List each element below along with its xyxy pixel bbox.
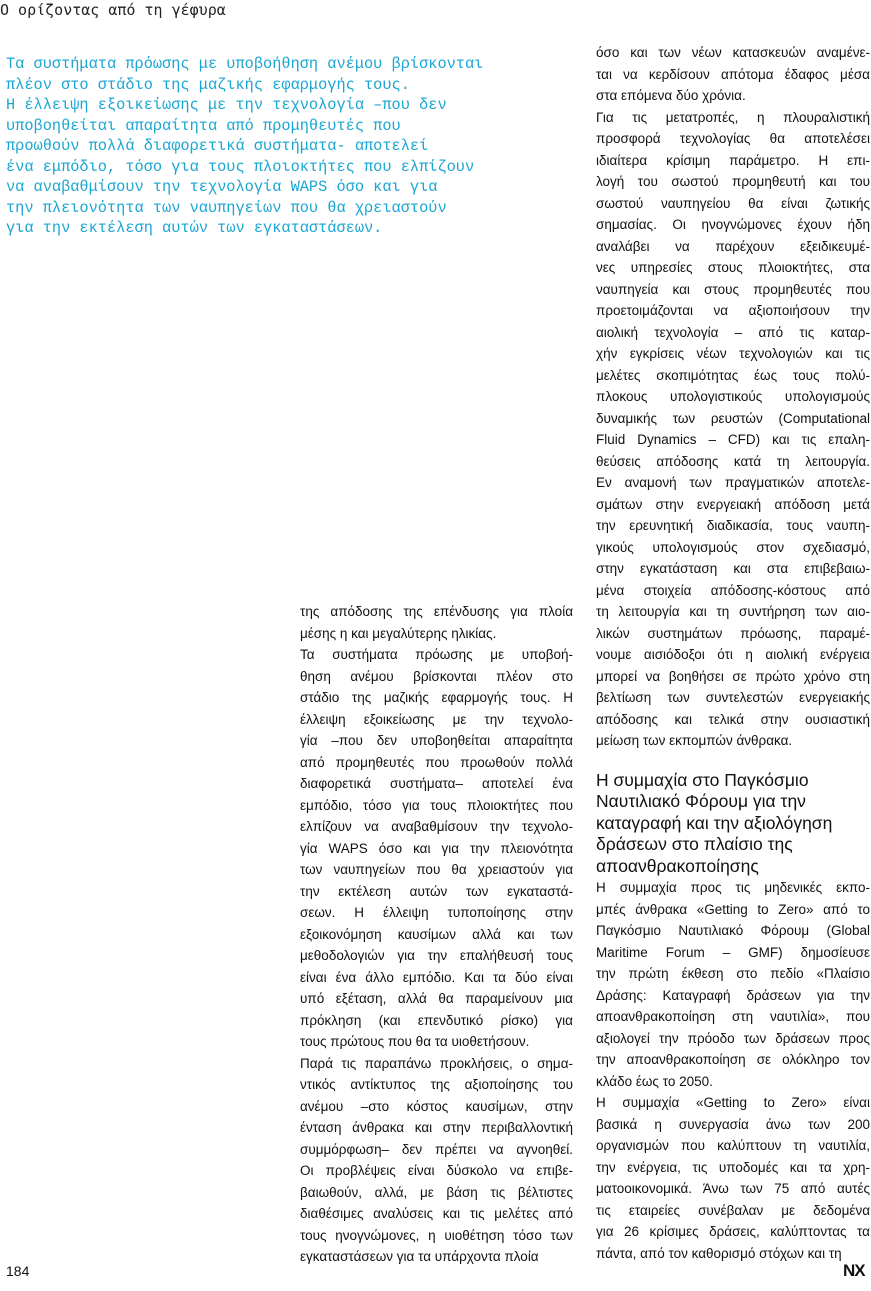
paragraph <box>596 1092 870 1264</box>
text-line: εμπόδιο, τόσο για τους πλοιοκτήτες που <box>300 797 573 813</box>
text-line: βαιωθούν, αλλά, με βάση τις βέλτιστες <box>300 1184 573 1200</box>
text-line: ένταση άνθρακα και στην περιβαλλοντική <box>300 1120 573 1135</box>
text-line: μείωση των εκπομπών άνθρακα. <box>596 733 793 748</box>
text-line: είναι ένα άλλο εμπόδιο. Και τα δύο είναι <box>300 969 573 985</box>
text-line: συμμόρφωση– δεν πρέπει να αγνοηθεί. <box>300 1141 573 1157</box>
text-line: στάδιο της μαζικής εφαρμογής τους. Η <box>300 690 573 705</box>
text-line: προετοιμάζονται να αξιοποιήσουν την <box>596 303 870 318</box>
pull-quote-line: για την εκτέλεση αυτών των εγκαταστάσεων. <box>6 219 383 237</box>
text-line: την πρώτη έκθεση στο πεδίο «Πλαίσιο <box>596 966 870 981</box>
paragraph <box>300 1053 573 1268</box>
text-line: Η συμμαχία «Getting to Zero» είναι <box>596 1095 870 1110</box>
text-line: στα επόμενα δύο χρόνια. <box>596 88 746 103</box>
text-line: ματοοικονομικά. Άνω των 75 από αυτές <box>596 1181 870 1196</box>
paragraph <box>596 877 870 1092</box>
text-line: μπές άνθρακα «Getting to Zero» από το <box>596 901 870 917</box>
text-line: αιολική τεχνολογία – από τις καταρ- <box>596 324 870 340</box>
text-line: κλάδο έως το 2050. <box>596 1073 713 1089</box>
text-line: γία –που δεν υποβοηθείται απαραίτητα <box>300 733 573 748</box>
text-line: μέσης η και μεγαλύτερης ηλικίας. <box>300 625 497 641</box>
pull-quote-line: πλέον στο στάδιο της μαζικής εφαρμογής τους. <box>6 75 410 94</box>
text-line: για 26 κρίσιμες δράσεις, καλύπτοντας τα <box>596 1224 870 1239</box>
text-line: νες υπηρεσίες στους πλοιοκτήτες, στα <box>596 260 870 275</box>
text-line: Οι προβλέψεις είναι δύσκολο να επιβε- <box>300 1163 573 1178</box>
pull-quote-line: την πλειονότητα των ναυπηγείων που θα χρειαστούν <box>6 198 447 217</box>
paragraph <box>596 107 870 752</box>
text-line: πάντα, από τον καθορισμό στόχων και τη <box>596 1245 842 1261</box>
right-column-intro <box>596 42 870 752</box>
text-line: Για τις μετατροπές, η πλουραλιστική <box>596 109 870 125</box>
heading-line: Η συμμαχία στο Παγκόσμιο <box>596 769 809 790</box>
text-line: απoανθρακοποίηση στη ναυτιλία», που <box>596 1009 870 1024</box>
text-line: ελπίζουν να αναβαθμίσουν την τεχνολο- <box>300 819 573 834</box>
text-line: Εν αναμονή των πραγματικών αποτελε- <box>596 475 870 490</box>
text-line: γία WAPS όσο και για την πλειονότητα <box>300 840 573 856</box>
text-line: Η συμμαχία προς τις μηδενικές εκπο- <box>596 880 870 895</box>
text-line: ιδιαίτερα κρίσιμη παράμετρο. Η επι- <box>596 152 870 168</box>
text-line: μπορεί να βοηθήσει σε πρώτο χρόνο στη <box>596 668 870 684</box>
text-line: σωστού ναυπηγείου θα είναι ζωτικής <box>596 195 870 211</box>
heading-line: Ναυτιλιακό Φόρουμ για την <box>596 791 806 811</box>
text-line: νουμε αισιόδοξοι ότι η αιολική ενέργεια <box>596 647 870 662</box>
page-number: 184 <box>6 1263 30 1279</box>
text-line: μελέτες σκοπιμότητας έως τους πολύ- <box>596 367 870 383</box>
text-line: βελτίωση των συντελεστών ενεργειακής <box>596 690 870 705</box>
publication-logo: NX <box>843 1261 865 1280</box>
text-line: αναλάβει να παρέχουν εξειδικευμέ- <box>596 238 870 254</box>
text-line: την ερευνητική διαδικασία, τους ναυπη- <box>596 518 870 533</box>
text-line: εξοικονόμηση καυσίμων αλλά και των <box>300 926 573 942</box>
text-line: μεθοδολογιών για την επαλήθευσή τους <box>300 948 573 963</box>
text-line: την εκτέλεση αυτών των εγκαταστά- <box>300 883 573 899</box>
running-header: Ο ορίζοντας από τη γέφυρα <box>0 1 226 19</box>
text-line: τις εταιρείες συνέβαλαν με δεδομένα <box>596 1202 870 1218</box>
heading-line: καταγραφή και την αξιολόγηση <box>596 812 833 833</box>
text-line: Δράσης: Καταγραφή δράσεων για την <box>596 987 870 1003</box>
text-line: Fluid Dynamics – CFD) και τις επαλη- <box>596 432 870 447</box>
text-line: προσφορά τεχνολογίας θα αποτελέσει <box>596 131 870 146</box>
paragraph <box>300 644 573 1053</box>
text-line: τους ηνογνώμονες, η υιοθέτηση τόσο των <box>300 1227 573 1243</box>
text-line: έλλειψη εξοικείωσης με την τεχνολο- <box>300 711 573 727</box>
pull-quote-line: ένα εμπόδιο, τόσο για τους πλοιοκτήτες που ελπίζουν <box>6 157 475 176</box>
right-text-column <box>596 42 870 1264</box>
text-line: τους πρώτους που θα τα υιοθετήσουν. <box>300 1034 530 1049</box>
pull-quote-line: να αναβαθμίσουν την τεχνολογία WAPS όσο και για <box>6 178 438 196</box>
text-line: τη λειτουργία και τη συντήρηση των αιο- <box>596 604 870 619</box>
text-line: πρόκληση (και επενδυτικό ρίσκο) για <box>300 1012 573 1028</box>
text-line: σεων. Η έλλειψη τυποποίησης στην <box>300 905 573 920</box>
text-line: βασικά η συνεργασία άνω των 200 <box>596 1116 870 1132</box>
text-line: οργανισμών που καλύπτουν τη ναυτιλία, <box>596 1138 870 1153</box>
middle-text-column <box>300 601 573 1268</box>
text-line: Τα συστήματα πρόωσης με υποβοή- <box>300 647 573 662</box>
paragraph <box>300 601 573 644</box>
text-line: της απόδοσης της επένδυσης για πλοία <box>300 604 573 619</box>
text-line: δυναμικής των ρευστών (Computational <box>596 410 870 426</box>
heading-line: δράσεων στο πλαίσιο της <box>596 834 793 854</box>
text-line: από προμηθευτές που προωθούν πολλά <box>300 754 573 770</box>
text-line: λικών συστημάτων πρόωσης, παραμέ- <box>596 625 870 641</box>
text-line: στην εγκατάσταση και στα επιβεβαιω- <box>596 561 870 576</box>
text-line: των ναυπηγείων που θα χρειαστούν για <box>300 862 573 877</box>
pull-quote-line: Η έλλειψη εξοικείωσης με την τεχνολογία –που δεν <box>6 96 447 114</box>
text-line: όσο και των νέων κατασκευών αναμένε- <box>596 45 870 60</box>
text-line: σημασίας. Οι ηνογνώμονες έχουν ήδη <box>596 217 870 232</box>
text-line: Maritime Forum – GMF) δημοσίευσε <box>596 944 870 960</box>
text-line: Παγκόσμιο Ναυτιλιακό Φόρουμ (Global <box>596 923 870 938</box>
pull-quote <box>6 54 546 239</box>
text-line: πλοκους υπολογιστικούς υπολογισμούς <box>596 389 870 404</box>
right-column-section-body <box>596 877 870 1264</box>
text-line: υπό εξέταση, αλλά θα παραμείνουν μια <box>300 991 573 1006</box>
heading-line: απoανθρακοποίησης <box>596 855 759 876</box>
text-line: θεύσεις απόδοσης κατά τη λειτουργία. <box>596 453 870 469</box>
text-line: λογή του σωστού προμηθευτή και του <box>596 174 870 189</box>
section-heading <box>596 770 870 878</box>
text-line: θηση ανέμου βρίσκονται πλέον στο <box>300 668 573 684</box>
text-line: ντικός αντίκτυπος της αξιοποίησης του <box>300 1077 573 1092</box>
text-line: ται να κερδίσουν απότομα έδαφος μέσα <box>596 66 870 82</box>
pull-quote-line: Τα συστήματα πρόωσης με υποβοήθηση ανέμου βρίσκονται <box>6 55 484 73</box>
text-line: διαφορετικά συστήματα– αποτελεί ένα <box>300 776 573 791</box>
text-line: γικούς υπολογισμούς στον σχεδιασμό, <box>596 539 870 555</box>
text-line: την απoανθρακοποίηση σε ολόκληρο τον <box>596 1052 870 1067</box>
text-line: εγκαταστάσεων για τα υπάρχοντα πλοία <box>300 1249 539 1264</box>
paragraph <box>596 42 870 107</box>
pull-quote-line: υποβοηθείται απαραίτητα από προμηθευτές που <box>6 116 401 135</box>
text-line: Παρά τις παραπάνω προκλήσεις, ο σημα- <box>300 1055 573 1071</box>
text-line: χήν εγκρίσεις νέων τεχνολογιών και τις <box>596 346 870 361</box>
text-line: αξιολογεί την πρόοδο των δράσεων προς <box>596 1030 870 1046</box>
text-line: ναυπηγεία και στους προμηθευτές που <box>596 281 870 297</box>
text-line: απόδοσης και τελικά στην ουσιαστική <box>596 711 870 727</box>
pull-quote-line: προωθούν πολλά διαφορετικά συστήματα- αποτελεί <box>6 137 429 155</box>
text-line: την ενέργεια, τις υποδομές και τα χρη- <box>596 1159 870 1175</box>
text-line: σμάτων στην ενεργειακή απόδοση μετά <box>596 496 870 512</box>
text-line: ανέμου –στο κόστος καυσίμων, στην <box>300 1098 573 1114</box>
text-line: μένα στοιχεία απόδοσης-κόστους από <box>596 582 870 598</box>
text-line: διαθέσιμες αναλύσεις και τις μελέτες από <box>300 1206 573 1221</box>
